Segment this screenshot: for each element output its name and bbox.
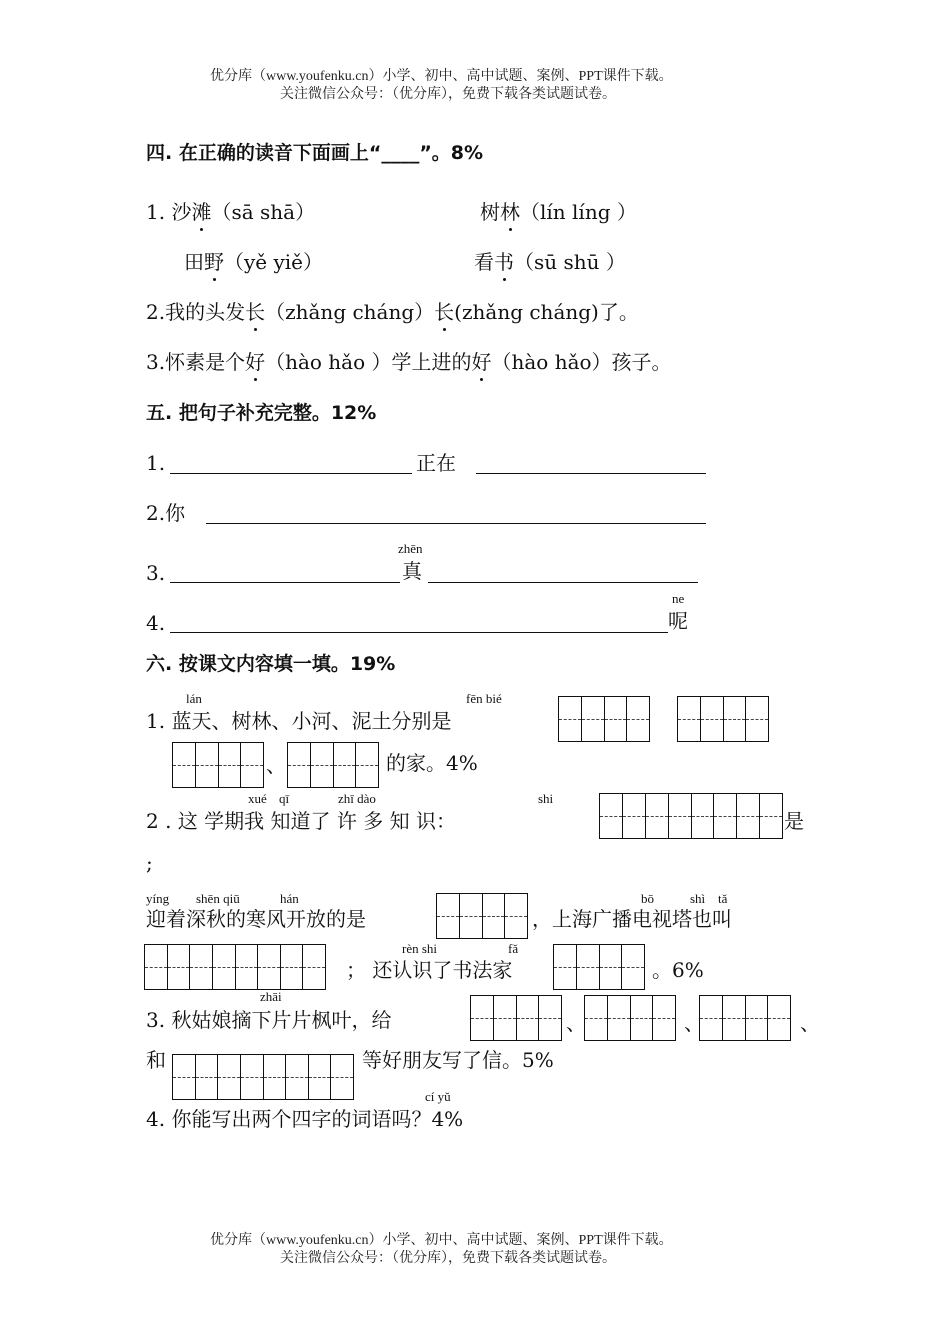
- s6-q1-grid-1[interactable]: [558, 696, 650, 742]
- s5-q3-num: 3.: [146, 561, 166, 585]
- s5-q3-pinyin: zhēn: [398, 541, 423, 556]
- s5-q3-char: 真: [402, 559, 422, 583]
- s5-q2-blank[interactable]: [206, 523, 706, 524]
- s6-q3-pinyin-zhai: zhāi: [260, 989, 282, 1004]
- s5-q1-blank-1[interactable]: [170, 473, 412, 474]
- section-5-title: 五. 把句子补充完整。12%: [146, 402, 377, 424]
- s6-q2-pinyin-shi: shi: [538, 791, 554, 806]
- s6-q3-sep-2: 、: [684, 1011, 704, 1035]
- s5-q1-mid: 正在: [416, 451, 456, 475]
- footer-line-1: 优分库（www.youfenku.cn）小学、初中、高中试题、案例、PPT课件下载。: [210, 1233, 673, 1248]
- s6-q1-text: 1. 蓝天、树林、小河、泥土分别是: [146, 709, 452, 733]
- s6-q2c-tail: 。6%: [652, 958, 704, 982]
- s6-q1-tail: 的家。4%: [386, 751, 478, 775]
- s6-q2b-text-a: 迎着深秋的寒风开放的是: [146, 907, 366, 931]
- s6-q2-pinyin-qi: qī: [279, 791, 290, 806]
- s6-q3-grid-3[interactable]: [699, 995, 791, 1041]
- section-6-title: 六. 按课文内容填一填。19%: [146, 653, 396, 675]
- s6-q2-text: 2 . 这 学期我 知道了 许 多 知 识：: [146, 809, 456, 833]
- s6-q2b-pinyin-shenqiu: shēn qiū: [196, 891, 240, 906]
- s4-q2: 2.我的头发长（zhǎng cháng）长(zhǎng cháng)了。: [146, 300, 639, 324]
- s4-q1-a: 1. 沙滩（sā shā）: [146, 200, 316, 224]
- s6-q2-pinyin-zhidao: zhī dào: [338, 791, 376, 806]
- s5-q4-num: 4.: [146, 611, 166, 635]
- s6-q1-grid-3[interactable]: [172, 742, 264, 788]
- s6-q2-is: 是: [784, 809, 804, 833]
- s4-q3: 3.怀素是个好（hào hǎo ）学上进的好（hào hǎo）孩子。: [146, 350, 672, 374]
- header-line-2: 关注微信公众号：（优分库），免费下载各类试题试卷。: [280, 87, 616, 102]
- s6-q2-semicolon: ;: [146, 851, 153, 875]
- s6-q2c-pinyin-renshi: rèn shi: [402, 941, 438, 956]
- s6-q2-pinyin-xue: xué: [248, 791, 267, 806]
- s6-q2b-pinyin-shi: shì: [690, 891, 706, 906]
- s6-q2b-pinyin-han: hán: [280, 891, 299, 906]
- s6-q4-text: 4. 你能写出两个四字的词语吗？4%: [146, 1107, 464, 1131]
- s6-q2b-pinyin-ying: yíng: [146, 891, 170, 906]
- s6-q2b-pinyin-ta: tǎ: [718, 891, 728, 906]
- s6-q2b-pinyin-bo: bō: [641, 891, 654, 906]
- s6-q2c-grid-2[interactable]: [553, 944, 645, 990]
- s5-q3-blank-1[interactable]: [170, 582, 400, 583]
- s6-q2c-pinyin-fa: fǎ: [508, 941, 519, 956]
- s5-q4-blank[interactable]: [170, 632, 668, 633]
- s6-q2c-text-a: ； 还认识了书法家: [346, 958, 513, 982]
- s6-q1-pinyin-lan: lán: [186, 691, 202, 706]
- s5-q3-blank-2[interactable]: [428, 582, 698, 583]
- s6-q3b-grid[interactable]: [172, 1054, 354, 1100]
- s5-q1-blank-2[interactable]: [476, 473, 706, 474]
- s4-q1-b: 树林（lín líng ）: [480, 200, 637, 224]
- header-line-1: 优分库（www.youfenku.cn）小学、初中、高中试题、案例、PPT课件下载。: [210, 69, 673, 84]
- s6-q1-pinyin-fenbie: fēn bié: [466, 691, 502, 706]
- s6-q3b-he: 和: [146, 1048, 166, 1072]
- s6-q4-pinyin-ciyu: cí yǔ: [425, 1089, 451, 1104]
- footer-line-2: 关注微信公众号：（优分库），免费下载各类试题试卷。: [280, 1251, 616, 1266]
- s5-q4-char: 呢: [668, 609, 688, 633]
- s6-q3-sep-3: 、: [800, 1011, 820, 1035]
- s6-q2c-grid-1[interactable]: [144, 944, 326, 990]
- s4-q1-c: 田野（yě yiě）: [184, 250, 324, 274]
- s6-q3b-tail: 等好朋友写了信。5%: [362, 1048, 554, 1072]
- s6-q1-grid-2[interactable]: [677, 696, 769, 742]
- s6-q2-grid-1[interactable]: [599, 793, 783, 839]
- s5-q1-num: 1.: [146, 451, 166, 475]
- s6-q3-sep-1: 、: [566, 1011, 586, 1035]
- s6-q2b-text-b: ，上海广播电视塔也叫: [532, 907, 732, 931]
- s6-q1-sep-1: 、: [266, 753, 286, 777]
- s6-q2b-grid[interactable]: [436, 893, 528, 939]
- s6-q1-grid-4[interactable]: [287, 742, 379, 788]
- section-4-title: 四. 在正确的读音下面画上“____”。8%: [146, 142, 484, 164]
- s4-q1-d: 看书（sū shū ）: [474, 250, 626, 274]
- s5-q4-pinyin: ne: [672, 591, 685, 606]
- s6-q3-grid-1[interactable]: [470, 995, 562, 1041]
- s6-q3-text-a: 3. 秋姑娘摘下片片枫叶，给: [146, 1008, 392, 1032]
- s5-q2-num: 2.你: [146, 501, 186, 525]
- s6-q3-grid-2[interactable]: [584, 995, 676, 1041]
